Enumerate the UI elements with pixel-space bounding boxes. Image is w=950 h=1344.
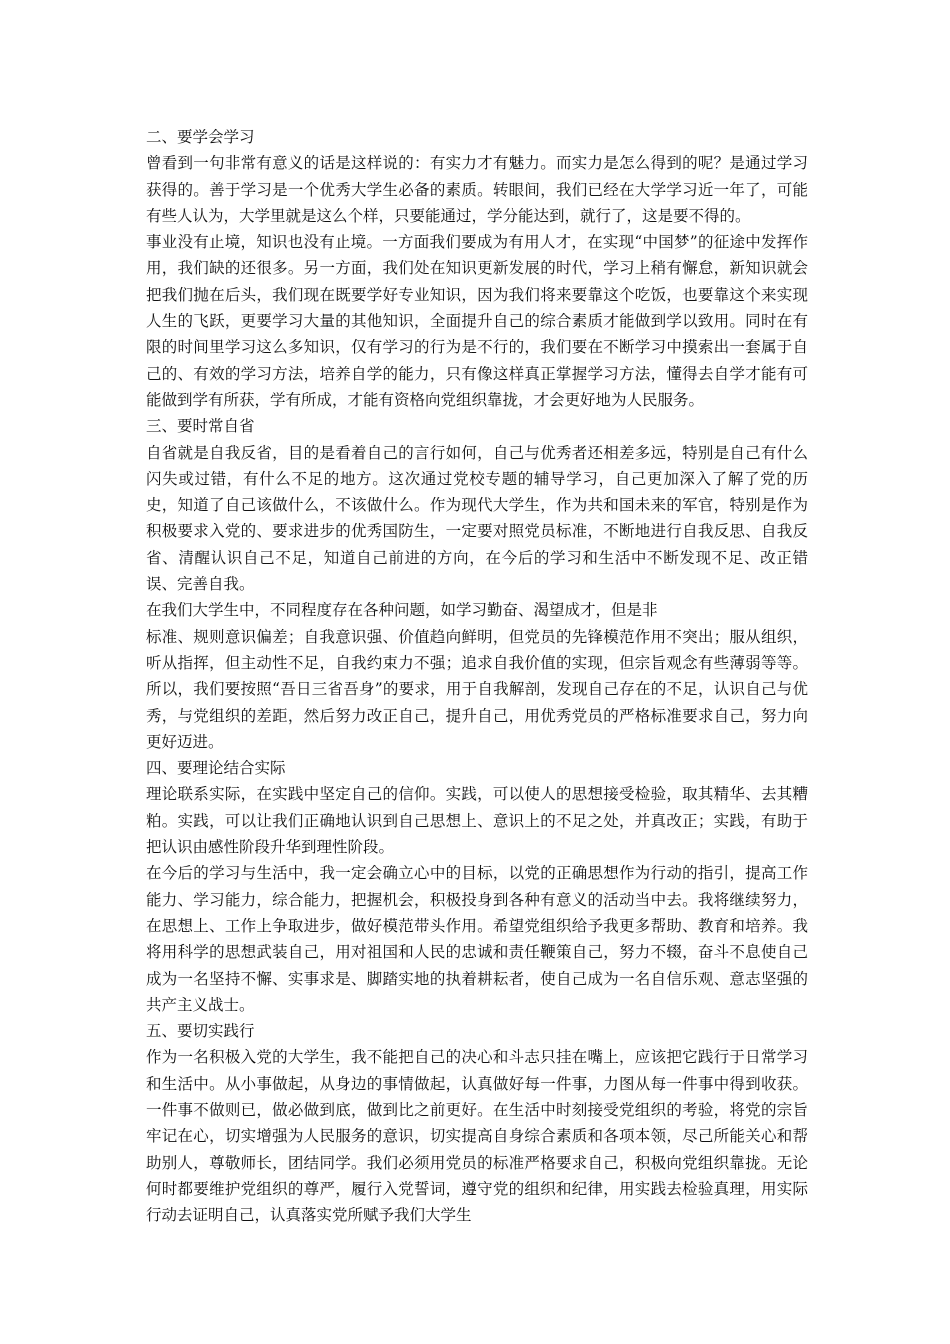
section-heading: 三、要时常自省 (146, 417, 255, 436)
section-heading: 四、要理论结合实际 (146, 759, 286, 778)
paragraph: 作为一名积极入党的大学生，我不能把自己的决心和斗志只挂在嘴上，应该把它践行于日常学习和生活中。从小事做起，从身边的事情做起，认真做好每一件事，力图从每一件事中得到收获。一件事不做则已，做必做到底，做到比之前更好。在生活中时刻接受党组织的考验，将党的宗旨牢记在心，切实增强为人民服务的意识，切实提高自身综合素质和各项本领，尽己所能关心和帮助别人，尊敬师长，团结同学。我们必须用党员的标准严格要求自己，积极向党组织靠拢。无论何时都要维护党组织的尊严，履行入党誓词，遵守党的组织和纪律，用实践去检验真理，用实际行动去证明自己，认真落实党所赋予我们大学生 (146, 1048, 808, 1225)
paragraph: 理论联系实际，在实践中坚定自己的信仰。实践，可以使人的思想接受检验，取其精华、去其糟粕。实践，可以让我们正确地认识到自己思想上、意识上的不足之处，并真改正；实践，有助于把认识由感性阶段升华到理性阶段。 (146, 785, 808, 857)
paragraph-split (146, 597, 808, 755)
paragraph: 自省就是自我反省，目的是看着自己的言行如何，自己与优秀者还相差多远，特别是自己有什么闪失或过错，有什么不足的地方。这次通过党校专题的辅导学习，自己更加深入了解了党的历史，知道了自己该做什么，不该做什么。作为现代大学生，作为共和国未来的军官，特别是作为积极要求入党的、要求进步的优秀国防生，一定要对照党员标准，不断地进行自我反思、自我反省、清醒认识自己不足，知道自己前进的方向，在今后的学习和生活中不断发现不足、改正错误、完善自我。 (146, 443, 808, 594)
paragraph: 事业没有止境，知识也没有止境。一方面我们要成为有用人才，在实现“中国梦”的征途中发挥作用，我们缺的还很多。另一方面，我们处在知识更新发展的时代，学习上稍有懈怠，新知识就会把我们抛在后头，我们现在既要学好专业知识，因为我们将来要靠这个吃饭，也要靠这个来实现人生的飞跃，更要学习大量的其他知识，全面提升自己的综合素质才能做到学以致用。同时在有限的时间里学习这么多知识，仅有学习的行为是不行的，我们要在不断学习中摸索出一套属于自己的、有效的学习方法，培养自学的能力，只有像这样真正掌握学习方法，懂得去自学才能有可能做到学有所获，学有所成，才能有资格向党组织靠拢，才会更好地为人民服务。 (146, 233, 808, 409)
paragraph: 在今后的学习与生活中，我一定会确立心中的目标，以党的正确思想作为行动的指引，提高工作能力、学习能力，综合能力，把握机会，积极投身到各种有意义的活动当中去。我将继续努力，在思想上、工作上争取进步，做好模范带头作用。希望党组织给予我更多帮助、教育和培养。我将用科学的思想武装自己，用对祖国和人民的忠诚和责任鞭策自己，努力不辍，奋斗不息使自己成为一名坚持不懈、实事求是、脚踏实地的执着耕耘者，使自己成为一名自信乐观、意志坚强的共产主义战士。 (146, 864, 808, 1014)
section-heading: 五、要切实践行 (146, 1022, 255, 1041)
section-heading: 二、要学会学习 (146, 128, 255, 146)
paragraph-continuation: 标准、规则意识偏差；自我意识强、价值趋向鲜明，但党员的先锋模范作用不突出；服从组织，听从指挥，但主动性不足，自我约束力不强；追求自我价值的实现，但宗旨观念有些薄弱等等。所以，我们要按照“吾日三省吾身”的要求，用于自我解剖，发现自己存在的不足，认识自己与优秀，与党组织的差距，然后努力改正自己，提升自己，用优秀党员的严格标准要求自己，努力向更好迈进。 (146, 627, 808, 751)
paragraph: 曾看到一句非常有意义的话是这样说的：有实力才有魅力。而实力是怎么得到的呢？是通过学习获得的。善于学习是一个优秀大学生必备的素质。转眼间，我们已经在大学学习近一年了，可能有些人认为，大学里就是这么个样，只要能通过，学分能达到，就行了，这是要不得的。 (146, 154, 808, 225)
document-page (146, 124, 808, 1228)
paragraph-first-line: 在我们大学生中，不同程度存在各种问题，如学习勤奋、渴望成才，但是非 (146, 601, 658, 620)
